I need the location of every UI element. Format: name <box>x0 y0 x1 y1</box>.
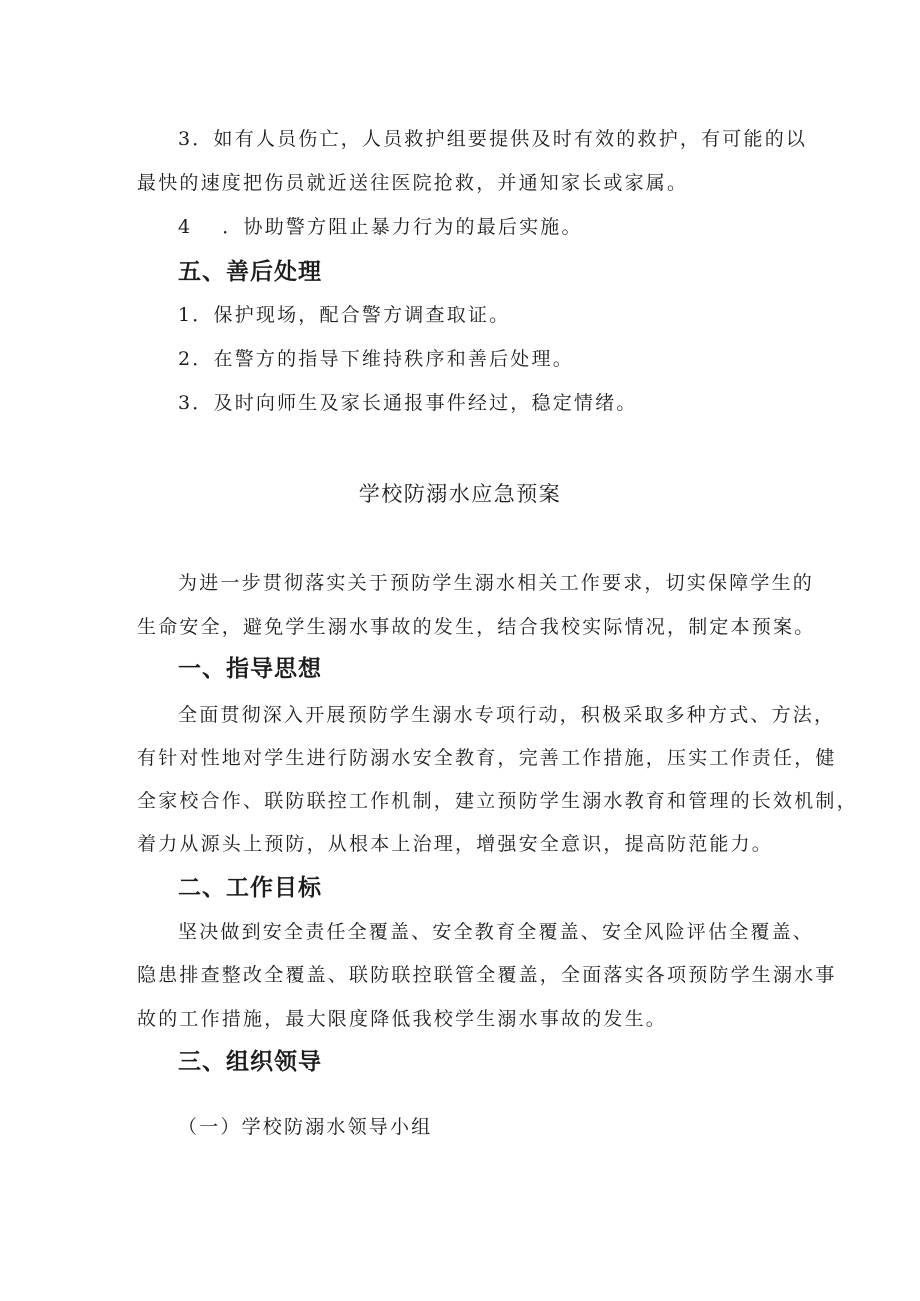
org-heading: 三、组织领导 <box>178 1049 322 1075</box>
guiding-line1: 全面贯彻深入开展预防学生溺水专项行动，积极采取多种方式、方法， <box>178 704 836 726</box>
aftermath-item-2: 2．在警方的指导下维持秩序和善后处理。 <box>178 348 574 370</box>
item3-line2: 最快的速度把伤员就近送往医院抢救，并通知家长或家属。 <box>137 172 689 194</box>
item4-line <box>178 212 833 239</box>
item4-number: 4 <box>178 216 193 238</box>
guiding-heading: 一、指导思想 <box>178 656 322 682</box>
plan-title: 学校防溺水应急预案 <box>358 482 562 506</box>
guiding-line2: 有针对性地对学生进行防溺水安全教育，完善工作措施，压实工作责任，健 <box>137 747 837 769</box>
intro-line1: 为进一步贯彻落实关于预防学生溺水相关工作要求，切实保障学生的 <box>178 572 815 594</box>
aftermath-item-3: 3．及时向师生及家长通报事件经过，稳定情绪。 <box>178 392 638 414</box>
aftermath-item-1: 1．保护现场，配合警方调查取证。 <box>178 304 511 326</box>
aftermath-heading: 五、善后处理 <box>178 259 322 285</box>
guiding-line4: 着力从源头上预防，从根本上治理，增强安全意识，提高防范能力。 <box>137 833 774 855</box>
intro-line2: 生命安全，避免学生溺水事故的发生，结合我校实际情况，制定本预案。 <box>137 616 816 638</box>
guiding-line3: 全家校合作、联防联控工作机制，建立预防学生溺水教育和管理的长效机制， <box>137 790 858 812</box>
item3-line1: 3．如有人员伤亡，人员救护组要提供及时有效的救护，有可能的以 <box>178 128 808 150</box>
item4-text: ．协助警方阻止暴力行为的最后实施。 <box>222 216 583 238</box>
goals-line3: 故的工作措施，最大限度降低我校学生溺水事故的发生。 <box>137 1008 668 1030</box>
goals-line2: 隐患排查整改全覆盖、联防联控联管全覆盖，全面落实各项预防学生溺水事 <box>137 964 837 986</box>
org-subheading-1: （一）学校防溺水领导小组 <box>178 1116 433 1138</box>
goals-heading: 二、工作目标 <box>178 875 322 901</box>
goals-line1: 坚决做到安全责任全覆盖、安全教育全覆盖、安全风险评估全覆盖、 <box>178 921 815 943</box>
